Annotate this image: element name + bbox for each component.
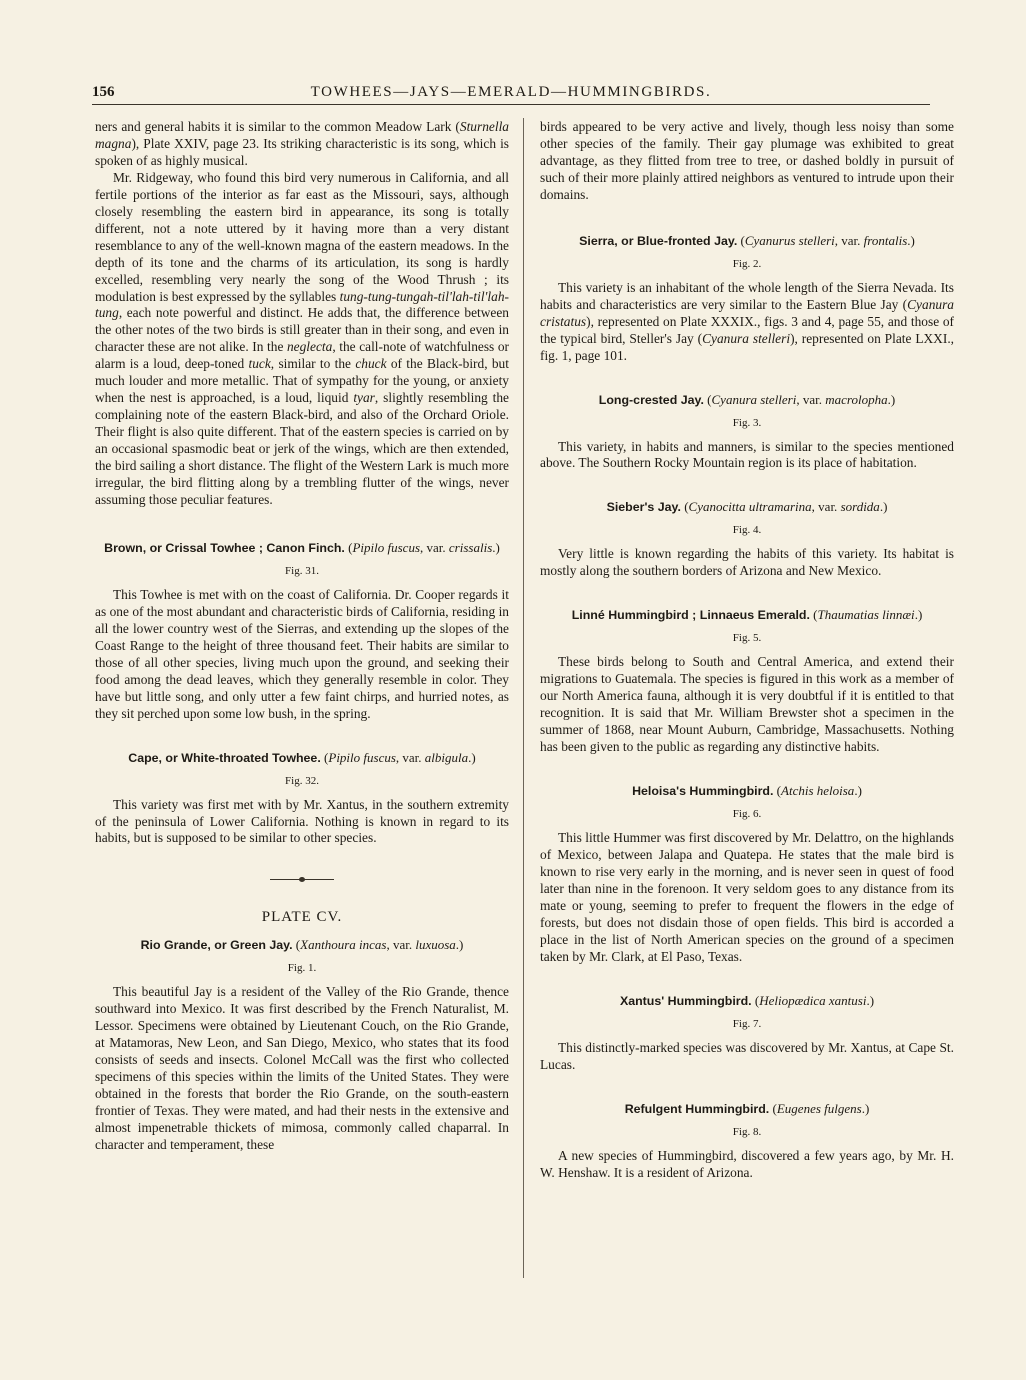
figure-ref: Fig. 2. — [732, 257, 762, 270]
continuation-paragraph: birds appeared to be very active and lively, though less noisy than some other species of the family. Their gay plumage was exhibited to great advantage, as they flitted from tree to tree, or dashed boldly in pursuit of such of their more plainly attired neighbors as ventured to intrude upon their domains. — [540, 119, 954, 202]
ornament-dot — [299, 877, 305, 882]
text-run: ), represented on Plate LXXI., fig. 1, page 101. — [540, 330, 955, 363]
paren: ( — [740, 232, 745, 248]
text-run: This variety is an inhabitant of the whole length of the Sierra Nevada. Its habits and characteristics are very similar to the Eastern Blue Jay ( — [540, 279, 954, 312]
common-name: Long-crested Jay. — [598, 392, 704, 407]
text-run: ners and general habits it is similar to the common Meadow Lark ( — [95, 119, 460, 134]
species-heading — [540, 391, 954, 409]
figure-ref: Fig. 7. — [732, 1017, 762, 1030]
common-name: Linné Hummingbird ; Linnaeus Emerald. — [571, 608, 810, 623]
scientific-name: Thaumatias linnæi — [817, 607, 915, 623]
plate-title: PLATE CV. — [261, 909, 343, 926]
species-description: These birds belong to South and Central America, and extend their migrations to Guatemala. The species is figured in this work as a member of our North America fauna, although it is very doubtful if it is entitled to that recognition. It is said that Mr. William Brewster shot a specimen in the summer of 1868, near Mount Auburn, Cambridge, Massachusetts. Nothing has been given to the public as regarding any distinctive habits. — [540, 654, 954, 755]
text-run: of the Black-bird, but much louder and more metallic. That of sympathy for the young, or anxiety when the nest is approached, is a loud, liquid — [95, 356, 509, 406]
continuation-paragraph — [95, 119, 509, 170]
figure-ref: Fig. 6. — [732, 808, 762, 821]
text-run: ), Plate XXIV, page 23. Its striking characteristic is its song, which is spoken of as highly musical. — [95, 135, 509, 168]
paren: ( — [772, 1100, 777, 1116]
species-entry-green-jay — [95, 936, 509, 1154]
scientific-name: Cyanura stelleri — [702, 330, 791, 346]
common-name: Rio Grande, or Green Jay. — [140, 938, 293, 953]
species-description: This beautiful Jay is a resident of the Valley of the Rio Grande, thence southward into Mexico. It was first described by the French Naturalist, M. Lessor. Specimens were obtained by Lieutenant Couch, on the Rio Grande, at Matamoras, New Leon, and San Diego, Mexico, who states that its food consists of seeds and insects. Colonel McCall was the first who collected specimens of this species within the limits of the United States. They were obtained in the forests that border the Rio Grande, on the south-eastern frontier of Texas. They were mated, and had their nests in the extensive and almost impenetrable thickets of mimosa, commonly called chaparral. In character and temperament, these — [95, 984, 509, 1152]
species-description: Very little is known regarding the habits of this variety. Its habitat is mostly along the southern borders of Arizona and New Mexico. — [540, 546, 954, 579]
paren: ( — [295, 937, 301, 953]
paren: .) — [866, 992, 875, 1008]
species-entry-siebers-jay — [540, 498, 954, 580]
species-entry-xantus-hummingbird — [540, 992, 954, 1074]
paren: .) — [492, 539, 500, 555]
var-label: , var. — [811, 499, 841, 515]
ridgeway-paragraph — [95, 170, 509, 509]
scientific-name: Atchis heloisa — [781, 783, 855, 799]
paren: ( — [348, 539, 353, 555]
text-run: , the call-note of watchfulness or alarm is a loud, deep-toned — [95, 339, 509, 372]
species-heading — [540, 1100, 954, 1118]
scientific-name: Eugenes fulgens — [776, 1100, 862, 1116]
scientific-name: Pipilo fuscus — [352, 539, 421, 555]
text-run: Mr. Ridgeway, who found this bird very numerous in California, and all fertile portions of the interior as far east as the Missouri, says, although closely resembling the eastern bird in appearance, its song is totally different, not a note uttered by it having more than a very distant resemblance to any of the well-known magna of the eastern meadows. In the depth of its tone and the charms of its articulation, its song is hardly excelled, resembling very nearly the song of the Wood Thrush ; its modulation is best expressed by the syllables — [95, 169, 509, 304]
species-heading — [540, 782, 954, 800]
variety-name: sordida — [840, 499, 880, 515]
species-description: This little Hummer was first discovered by Mr. Delattro, on the highlands of Mexico, between Jalapa and Quatepa. He states that the male bird is known to rise very early in the morning, and is never seen in quest of food later than nine in the forenoon. It very seldom goes to any distance from its mate or young, seeming to prefer to frequent the flowers in the edge of forests, but does not disdain those of open fields. This bird is accorded a place in the list of North American species on the ground of a specimen taken by Mr. Clark, at El Paso, Texas. — [540, 830, 954, 964]
species-description: This Towhee is met with on the coast of California. Dr. Cooper regards it as one of the most abundant and characteristic birds of California, residing in all the lower country west of the Sierras, and extending up the slopes of the Coast Range to the height of three thousand feet. Their habits are similar to those of all other species, living much upon the ground, and seeking their food among the dead leaves, which they generally resemble in color. They have but little song, and only utter a few faint chirps, and hurried notes, as they sit perched upon some low bush, in the spring. — [95, 586, 509, 721]
paren: .) — [455, 937, 464, 953]
figure-ref: Fig. 5. — [732, 632, 762, 645]
paren: ( — [776, 783, 782, 799]
paren: ( — [813, 607, 818, 623]
text-run: ), represented on Plate XXXIX., figs. 3 and 4, page 55, and those of the typical bird, Steller's Jay ( — [540, 313, 954, 346]
species-heading — [540, 992, 954, 1010]
species-heading — [540, 606, 954, 624]
paren: ( — [324, 749, 329, 765]
paren: .) — [861, 1100, 870, 1116]
common-name: Brown, or Crissal Towhee ; Canon Finch. — [104, 540, 345, 555]
scientific-name: Heliopædica xantusi — [759, 992, 867, 1008]
column-divider — [523, 118, 524, 1278]
italic-term: tyar — [353, 390, 375, 406]
scientific-name: Pipilo fuscus — [328, 749, 396, 765]
figure-ref: Fig. 4. — [732, 524, 762, 537]
common-name: Sierra, or Blue-fronted Jay. — [579, 233, 738, 248]
species-description: This distinctly-marked species was discovered by Mr. Xantus, at Cape St. Lucas. — [540, 1039, 954, 1072]
scientific-name: Xanthoura incas — [300, 937, 387, 953]
text-run: , similar to the — [270, 356, 356, 372]
species-entry-linnaeus-emerald — [540, 606, 954, 756]
italic-term: neglecta — [286, 339, 333, 355]
italic-term: chuck — [355, 356, 387, 372]
species-entry-long-crested-jay — [540, 391, 954, 473]
left-column — [95, 119, 509, 1154]
paren: .) — [854, 783, 862, 799]
species-heading — [95, 749, 509, 767]
paren: .) — [879, 499, 888, 515]
species-heading — [540, 232, 954, 250]
species-description: A new species of Hummingbird, discovered a few years ago, by Mr. H. W. Henshaw. It is a resident of Arizona. — [540, 1147, 954, 1180]
scientific-name: Sturnella magna — [95, 119, 509, 151]
var-label: , var. — [834, 232, 864, 248]
scientific-name: Cyanurus stelleri — [744, 232, 835, 248]
species-heading — [540, 498, 954, 516]
paren: .) — [468, 749, 476, 765]
variety-name: albigula — [424, 749, 469, 765]
figure-ref: Fig. 8. — [732, 1125, 762, 1138]
header-rule — [92, 104, 930, 105]
variety-name: macrolopha — [825, 391, 888, 407]
variety-name: crissalis — [448, 539, 493, 555]
species-entry-sierra-jay — [540, 232, 954, 365]
species-description: This variety, in habits and manners, is similar to the species mentioned above. The Southern Rocky Mountain region is its place of habitation. — [540, 438, 954, 471]
common-name: Refulgent Hummingbird. — [624, 1101, 770, 1116]
var-label: , var. — [420, 539, 449, 555]
species-description — [540, 280, 954, 365]
scientific-name: Cyanura stelleri — [711, 391, 797, 407]
species-entry-refulgent-hummingbird — [540, 1100, 954, 1182]
var-label: , var. — [386, 937, 416, 953]
italic-term: tuck — [248, 356, 271, 372]
species-heading — [95, 539, 509, 557]
song-syllables: tung-tung-tungah-til'lah-til'lah-tung — [95, 288, 509, 321]
common-name: Sieber's Jay. — [606, 500, 681, 515]
species-entry-heloisas-hummingbird — [540, 782, 954, 966]
scientific-name: Cyanura cristatus — [540, 296, 954, 329]
species-entry-crissal-towhee — [95, 539, 509, 723]
paren: .) — [887, 391, 896, 407]
common-name: Heloisa's Hummingbird. — [632, 784, 774, 799]
figure-ref: Fig. 3. — [732, 416, 762, 429]
common-name: Xantus' Hummingbird. — [619, 993, 752, 1008]
figure-ref: Fig. 31. — [285, 564, 319, 577]
page-number: 156 — [92, 84, 115, 100]
scientific-name: Cyanocitta ultramarina — [688, 499, 812, 515]
paren: ( — [684, 499, 689, 515]
variety-name: frontalis — [863, 232, 908, 248]
page-header — [92, 84, 930, 104]
right-column — [540, 119, 954, 1182]
paren: .) — [907, 232, 915, 248]
section-ornament — [270, 877, 334, 883]
species-description: This variety was first met with by Mr. Xantus, in the southern extremity of the peninsula of Lower California. Nothing is known in regard to its habits, but is supposed to be similar to other species. — [95, 796, 509, 846]
figure-ref: Fig. 1. — [287, 962, 317, 975]
species-entry-cape-towhee — [95, 749, 509, 848]
text-run: , slightly resembling the complaining note of the eastern Black-bird, and also of the Orchard Oriole. Their flight is also quite different. That of the eastern species is carried on by an occasional spasmodic beat or jerk of the wings, which are then extended, the bird sailing a short distance. The flight of the Western Lark is much more irregular, the bird flitting along by a trembling flutter of the wings, never assuming those peculiar features. — [95, 390, 509, 507]
species-heading — [95, 936, 509, 954]
paren: ( — [754, 992, 760, 1008]
var-label: , var. — [395, 749, 425, 765]
var-label: , var. — [796, 391, 826, 407]
variety-name: luxuosa — [415, 937, 456, 953]
running-title: TOWHEES—JAYS—EMERALD—HUMMINGBIRDS. — [310, 84, 712, 100]
text-run: , each note powerful and distinct. He adds that, the difference between the other notes of the two birds is still greater than in their song, and even in character these are not alike. In the — [95, 305, 509, 355]
paren: .) — [914, 607, 923, 623]
paren: ( — [707, 391, 712, 407]
figure-ref: Fig. 32. — [285, 774, 319, 787]
common-name: Cape, or White-throated Towhee. — [128, 750, 321, 765]
